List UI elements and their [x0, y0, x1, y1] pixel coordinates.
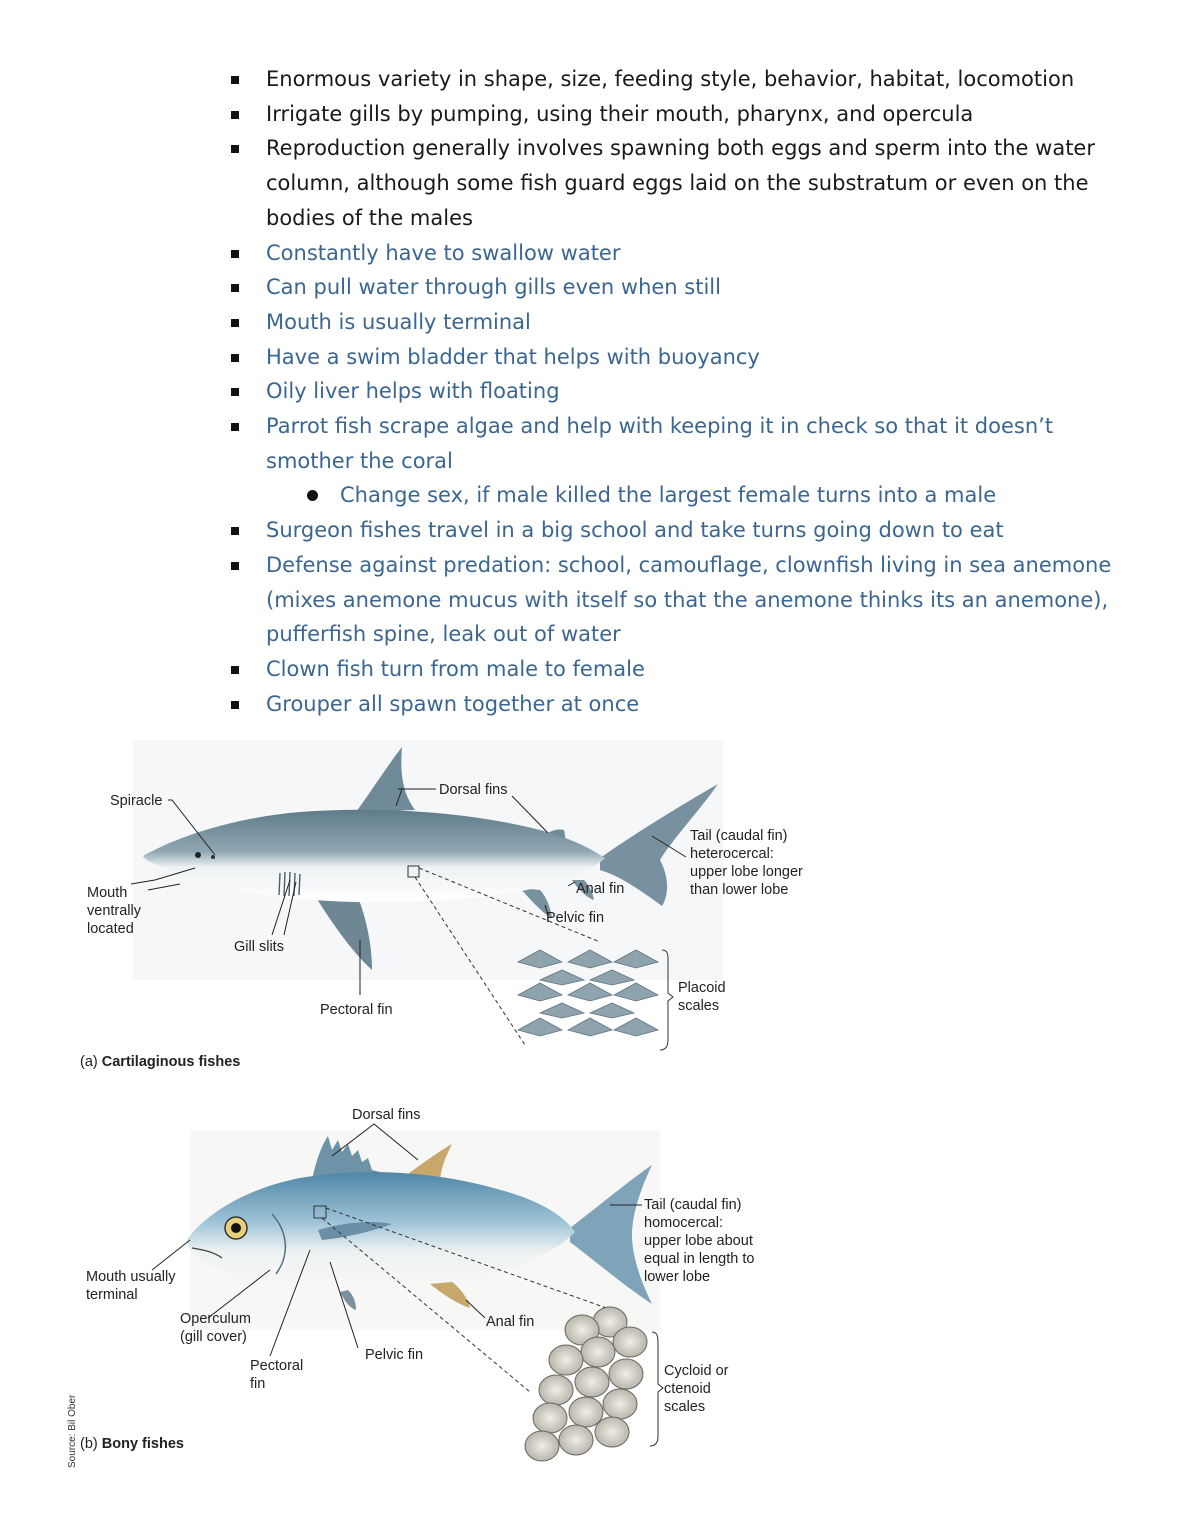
- label-gill-slits: Gill slits: [234, 939, 284, 955]
- caption-bony: (b) Bony fishes: [80, 1436, 184, 1452]
- shark-eye: [195, 852, 201, 858]
- label-tuna-tail: Tail (caudal fin) homocercal: upper lobe about equal in length to lower lobe: [644, 1197, 755, 1285]
- bullet-item: Grouper all spawn together at once: [266, 687, 1146, 722]
- label-shark-tail: Tail (caudal fin) heterocercal: upper lobe longer than lower lobe: [690, 828, 803, 898]
- label-operculum: Operculum (gill cover): [180, 1311, 251, 1345]
- bullet-item: Constantly have to swallow water: [266, 236, 1146, 271]
- bullet-item: Have a swim bladder that helps with buoyancy: [266, 340, 1146, 375]
- label-spiracle: Spiracle: [110, 793, 163, 809]
- placoid-scales: [518, 950, 658, 1036]
- label-shark-pectoral-fin: Pectoral fin: [320, 1002, 393, 1018]
- bullet-item: Can pull water through gills even when still: [266, 270, 1146, 305]
- label-shark-dorsal-fins: Dorsal fins: [439, 782, 508, 798]
- label-tuna-dorsal-fins: Dorsal fins: [352, 1107, 421, 1123]
- caption-cartilaginous: (a) Cartilaginous fishes: [80, 1054, 241, 1070]
- bullet-item: Reproduction generally involves spawning both eggs and sperm into the water column, although some fish guard eggs laid on the substratum or even on the bodies of the males: [266, 131, 1146, 235]
- bullet-item: Oily liver helps with floating: [266, 374, 1146, 409]
- source-credit: Source: Bil Ober: [67, 1394, 78, 1468]
- sub-bullet-item: Change sex, if male killed the largest female turns into a male: [340, 478, 1146, 513]
- label-shark-pelvic-fin: Pelvic fin: [546, 910, 605, 926]
- bullet-item: Surgeon fishes travel in a big school and take turns going down to eat: [266, 513, 1146, 548]
- label-tuna-pelvic-fin: Pelvic fin: [365, 1347, 424, 1363]
- bullet-item: Defense against predation: school, camouflage, clownfish living in sea anemone (mixes anemone mucus with itself so that the anemone thinks its an anemone), pufferfish spine, leak out of water: [266, 548, 1146, 652]
- label-placoid-scales: Placoid scales: [678, 980, 726, 1014]
- label-tuna-anal-fin: Anal fin: [486, 1314, 535, 1330]
- label-shark-mouth: Mouth ventrally located: [87, 885, 141, 937]
- label-tuna-mouth: Mouth usually terminal: [86, 1269, 176, 1303]
- label-shark-anal-fin: Anal fin: [576, 881, 625, 897]
- bullet-item: Mouth is usually terminal: [266, 305, 1146, 340]
- label-cycloid-scales: Cycloid or ctenoid scales: [664, 1363, 729, 1415]
- bullet-item: Parrot fish scrape algae and help with keeping it in check so that it doesn’t smother the coral: [266, 409, 1146, 478]
- bullet-item: Clown fish turn from male to female: [266, 652, 1146, 687]
- bullet-item: Irrigate gills by pumping, using their mouth, pharynx, and opercula: [266, 97, 1146, 132]
- bullet-item: Enormous variety in shape, size, feeding style, behavior, habitat, locomotion: [266, 62, 1146, 97]
- label-tuna-pectoral-fin: Pectoral fin: [250, 1358, 304, 1392]
- cycloid-scales: [525, 1307, 647, 1461]
